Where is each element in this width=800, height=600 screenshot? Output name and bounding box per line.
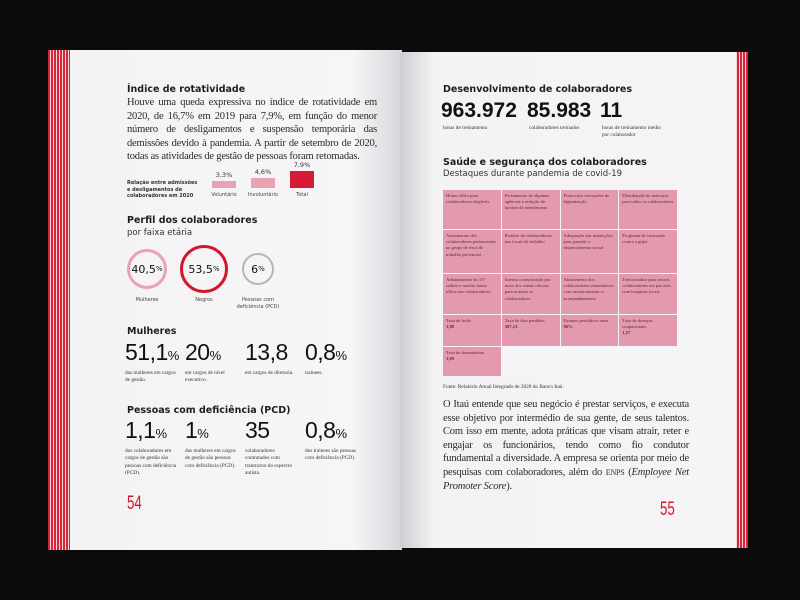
saude-heading: Saúde e segurança dos colaboradores (443, 157, 647, 168)
perfil-subtitle: por faixa etária (127, 228, 193, 238)
cell-text: Taxa de lesão (446, 318, 471, 323)
stat-number: 13,8 (245, 339, 288, 365)
table-cell (561, 274, 619, 314)
table-cell (443, 315, 501, 346)
cell-text: Afastamento dos colaboradores pertencentes ao grupo de risco de trabalho presencial (446, 233, 496, 257)
stat-number: 1,1 (125, 417, 156, 443)
table-cell (561, 315, 619, 346)
stat-circle (180, 245, 228, 293)
table-cell (502, 274, 560, 314)
cell-text: Adiantamento do 13º salário e auxílio home office aos colaboradores (446, 277, 491, 295)
stat-caption: das mulheres em cargos de gestão são pessoas com deficiência (PCD). (185, 448, 236, 469)
table-cell (619, 274, 677, 314)
cell-text: Taxa de absenteísmo (446, 350, 485, 355)
stat-value (125, 339, 179, 369)
dev-stat-value: 963.972 (441, 99, 517, 122)
stat-unit: % (209, 348, 221, 363)
table-cell (443, 190, 501, 229)
stat-value (305, 417, 347, 447)
cell-value: 1,69 (446, 356, 455, 362)
table-cell (619, 190, 677, 229)
stat-number: 20 (185, 339, 210, 365)
saude-table (443, 190, 677, 376)
cell-text: Teleconsultas para nossos colaboradores em parceria com hospitais locais (622, 277, 671, 295)
stat-value (185, 417, 208, 447)
stat-value (125, 417, 167, 447)
stat-value (305, 339, 347, 369)
bar-category-label: Voluntário (211, 192, 237, 198)
cell-text: Home office para colaboradores elegíveis (446, 193, 490, 205)
perfil-heading: Perfil dos colaboradores (127, 215, 258, 226)
bar-category-label: Involuntário (248, 192, 278, 198)
cell-text: Intensa comunicação por meio dos canais oficiais para orientar os colaboradores (504, 277, 551, 301)
cell-text: Fechamento de algumas agências e redução do horário de atendimento (504, 193, 550, 211)
stat-value (185, 339, 221, 369)
stat-caption: trainees. (305, 370, 323, 376)
stat-circle (242, 253, 274, 285)
stat-number: 1 (185, 417, 198, 443)
circle-label: Mulheres (135, 297, 159, 303)
table-cell (502, 230, 560, 273)
rotatividade-heading: Índice de rotatividade (127, 84, 246, 95)
stat-caption: em cargos de diretoria. (245, 370, 294, 376)
cell-text: Distribuição de máscaras para todos os colaboradores (622, 193, 674, 205)
stat-caption: colaboradores contratados com transtorno do espectro autista. (245, 448, 293, 476)
page-number-right: 55 (660, 499, 675, 520)
cell-text: Exames periódicos meta (563, 318, 609, 323)
cell-text: Taxa de dias perdidos (504, 318, 545, 323)
stat-value (245, 339, 288, 369)
dev-stat-value: 11 (600, 99, 623, 122)
desenvolvimento-heading: Desenvolvimento de colaboradores (443, 84, 633, 95)
table-cell (443, 230, 501, 273)
paragraph-text: O Itaú entende que seu negócio é prestar serviços, e executa esse objetivo por intermédio de sua gente, de seus talentos. Com isso em mente, adota práticas que visam atrair, reter e engajar os funcionários, tendo como fio condutor fundamental a diversidade. A empresa se orienta por meio de pesquisas com colaboradores, além do (443, 399, 689, 478)
pcd-heading: Pessoas com deficiência (PCD) (127, 405, 291, 416)
bar-value-label: 3,3% (215, 170, 233, 179)
circle-value: 6 (251, 262, 259, 276)
table-cell (502, 315, 560, 346)
cell-text: Protocolos reforçados de higienização (563, 193, 610, 205)
mulheres-heading: Mulheres (127, 326, 177, 337)
cell-text: Rodízio de colaboradores nos locais de trabalho (504, 233, 552, 245)
circle-unit: % (212, 265, 220, 273)
stat-value (245, 417, 270, 447)
chart-title: Relação entre admissões e desligamentos de colaboradores em 2020 (127, 180, 198, 199)
bar-category-label: Total (296, 192, 308, 198)
table-cell (443, 347, 501, 376)
source-note: Fonte: Relatório Anual Integrado de 2020 do Banco Itaú. (443, 384, 564, 390)
table-cell (502, 190, 560, 229)
page-number-left: 54 (127, 493, 142, 514)
stat-number: 0,8 (305, 339, 336, 365)
stat-number: 51,1 (125, 339, 168, 365)
cell-value: 96% (563, 324, 573, 330)
cell-text: Programa de vacinação contra a gripe (622, 233, 666, 245)
stat-unit: % (167, 348, 179, 363)
table-cell (619, 315, 677, 346)
stat-unit: % (335, 348, 347, 363)
stat-caption: das mulheres em cargos de gestão. (125, 370, 176, 384)
rotatividade-paragraph: Houve uma queda expressiva no índice de rotatividade em 2020, de 16,7% em 2019 para 7,9%, em função do menor número de desligamentos e suspensão temporária das demissões devido à pandemia. A partir de setembro de 2020, todas as atividades de gestão de pessoas foram retomadas. (127, 97, 377, 162)
stat-circle (127, 249, 167, 289)
cell-text: Taxa de doenças ocupacionais (622, 318, 653, 330)
paragraph-abbr: ENPS (605, 467, 625, 477)
stat-caption: dos trainees são pessoas com deficiência (PCD). (305, 448, 357, 462)
stat-number: 0,8 (305, 417, 336, 443)
cell-value: 1,88 (446, 324, 455, 330)
circle-unit: % (258, 265, 265, 273)
chart-bar (290, 171, 314, 188)
dev-stat-caption: horas de treinamento médio por colaborador (602, 125, 661, 139)
bar-value-label: 4,6% (254, 167, 272, 176)
paragraph-italic: Employee Net Promoter Score (443, 466, 689, 492)
stat-unit: % (155, 426, 167, 441)
table-cell (619, 230, 677, 273)
dev-stat-value: 85.983 (527, 99, 592, 122)
circle-unit: % (155, 265, 163, 273)
saude-subtitle: Destaques durante pandemia de covid-19 (443, 169, 623, 179)
bar-value-label: 7,9% (293, 160, 311, 169)
chart-bar (251, 178, 275, 188)
table-cell (443, 274, 501, 314)
dev-stat-caption: horas de treinamento (443, 125, 488, 131)
stat-number: 35 (245, 417, 270, 443)
table-cell (561, 230, 619, 273)
stat-caption: em cargos de nível executivo. (185, 370, 225, 384)
chart-bar (212, 181, 236, 188)
stat-unit: % (335, 426, 347, 441)
cell-text: Afastamento dos colaboradores sintomáticos com monitoramento e acompanhamento (563, 277, 614, 301)
circle-value: 53,5 (188, 262, 213, 276)
stat-unit: % (197, 426, 209, 441)
table-cell (561, 190, 619, 229)
cell-value: 307,13 (504, 324, 518, 330)
circle-label: Negros (195, 297, 213, 303)
circle-label: Pessoas com deficiência (PCD) (236, 297, 280, 310)
itau-paragraph: O Itaú entende que seu negócio é prestar serviços, e executa esse objetivo por intermédio de sua gente, de seus talentos. Com isso em mente, adota práticas que visam atrair, reter e engajar os funcionários, tendo como fio condutor fundamental a diversidade. A empresa se orienta por meio de pesquisas com colaboradores, além do ENPS (Employee Net Promoter Score). (443, 399, 689, 492)
cell-text: Adequação das instalações para garantir o distanciamento social (563, 233, 613, 251)
circle-value: 40,5 (131, 262, 156, 276)
stat-caption: dos colaboradores em cargos de gestão são pessoas com deficiência (PCD). (125, 448, 177, 476)
cell-value: 1,57 (622, 330, 631, 336)
dev-stat-caption: colaboradores treinados (529, 125, 580, 131)
